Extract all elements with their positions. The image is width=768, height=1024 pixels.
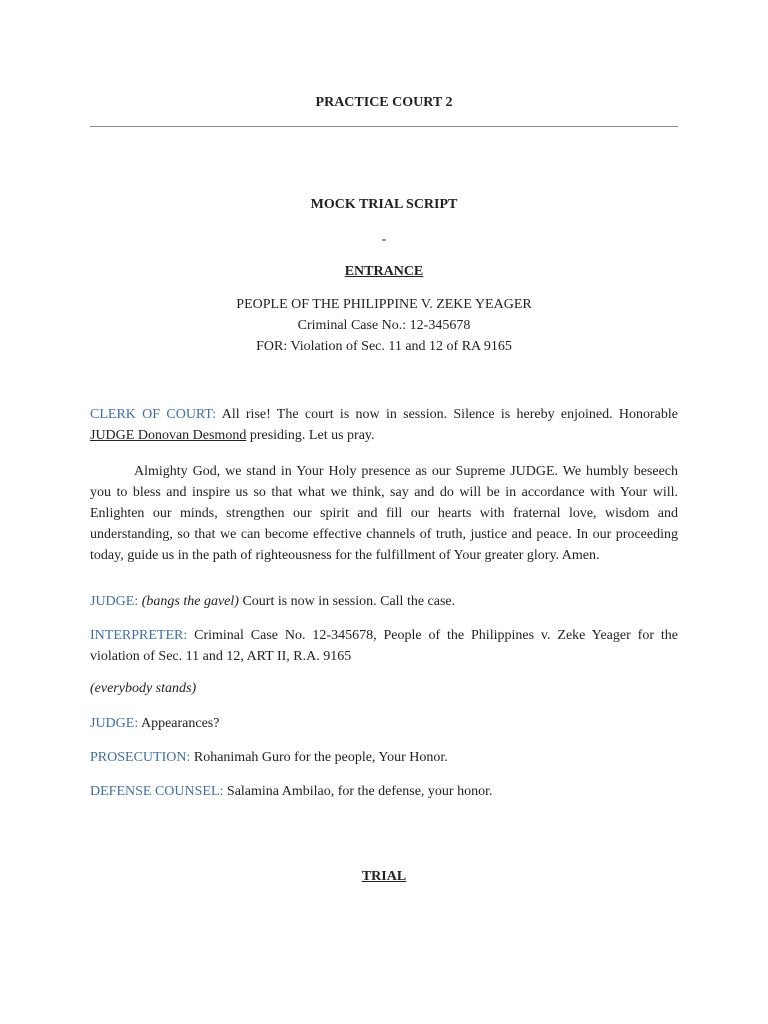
judge-name: JUDGE Donovan Desmond	[90, 428, 247, 443]
interpreter-text: Criminal Case No. 12-345678, People of the Philippines v. Zeke Yeager for the violation of Sec. 11 and 12, ART II, R.A. 9165	[90, 628, 678, 664]
prayer-paragraph: Almighty God, we stand in Your Holy presence as our Supreme JUDGE. We humbly beseech you to bless and inspire us so that what we think, say and do will be in accordance with Your will. Enlighten our minds, strengthen our spirit and fill our hearts with fraternal love, wisdom and understanding, so that we can become effective channels of truth, justice and peace. In our proceeding today, guide us in the path of righteousness for the fulfillment of Your greater glory. Amen.	[90, 464, 678, 563]
prosecution-line	[90, 747, 678, 768]
judge-line-1-text: Court is now in session. Call the case.	[238, 594, 456, 609]
clerk-text-b: presiding. Let us pray.	[246, 428, 375, 443]
page-header-title: PRACTICE COURT 2	[315, 95, 453, 110]
interpreter-line	[90, 625, 678, 667]
case-charge: FOR: Violation of Sec. 11 and 12 of RA 9165	[256, 339, 512, 354]
judge-line-2-text: Appearances?	[138, 716, 220, 731]
case-number: Criminal Case No.: 12-345678	[297, 318, 471, 333]
judge-line-1	[90, 591, 678, 612]
prosecution-text: Rohanimah Guro for the people, Your Honor.	[190, 750, 448, 765]
entrance-heading: ENTRANCE	[344, 264, 424, 279]
case-title: PEOPLE OF THE PHILIPPINE V. ZEKE YEAGER	[236, 297, 532, 312]
clerk-text-a: All rise! The court is now in session. Silence is hereby enjoined. Honorable	[216, 407, 678, 422]
dash-separator: -	[381, 232, 387, 247]
speaker-clerk: CLERK OF COURT:	[90, 407, 217, 422]
speaker-prosecution: PROSECUTION:	[90, 750, 191, 765]
judge-line-2	[90, 713, 678, 734]
speaker-defense: DEFENSE COUNSEL:	[90, 784, 224, 799]
stage-direction-gavel: (bangs the gavel)	[141, 594, 239, 609]
defense-text: Salamina Ambilao, for the defense, your honor.	[223, 784, 493, 799]
speaker-judge-2: JUDGE:	[90, 716, 139, 731]
clerk-line	[90, 404, 678, 446]
script-title: MOCK TRIAL SCRIPT	[310, 197, 458, 212]
speaker-judge: JUDGE:	[90, 594, 139, 609]
header-divider	[90, 126, 678, 127]
stage-direction-stands: (everybody stands)	[90, 681, 197, 696]
defense-line	[90, 781, 678, 802]
trial-heading: TRIAL	[361, 869, 407, 884]
speaker-interpreter: INTERPRETER:	[90, 628, 188, 643]
